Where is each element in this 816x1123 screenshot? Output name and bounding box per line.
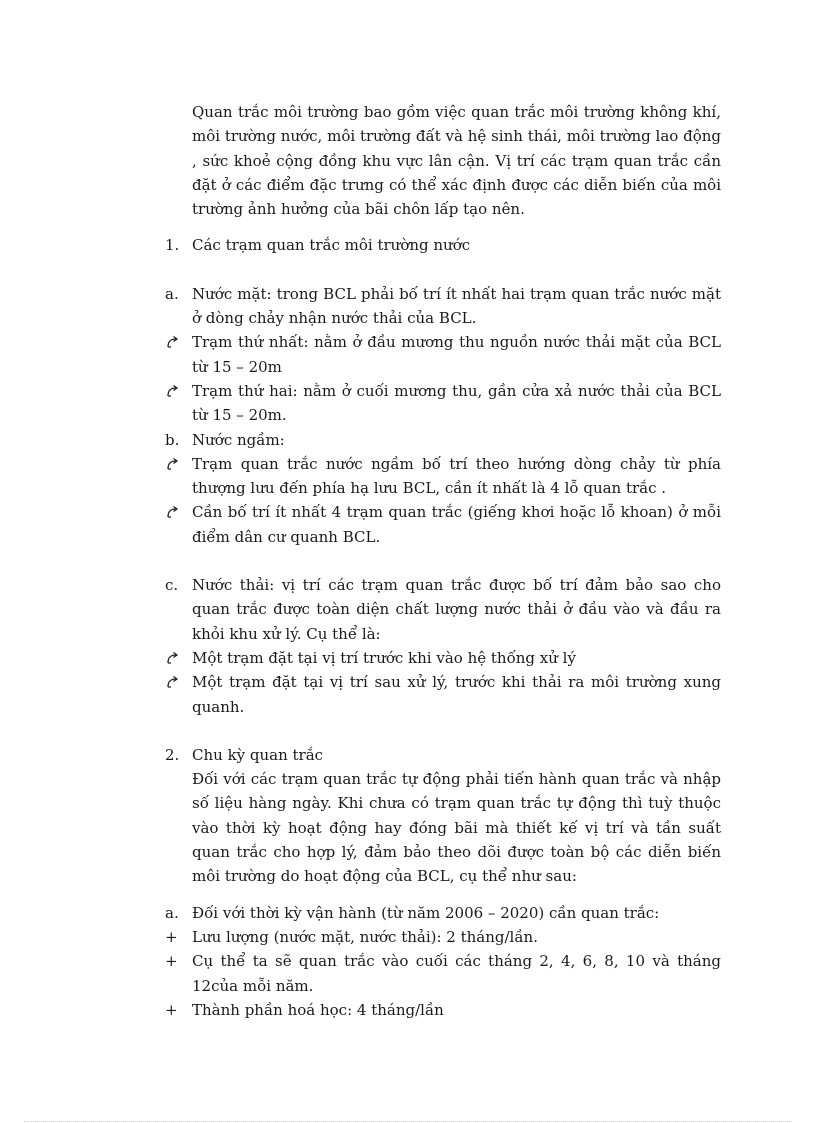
- curved-arrow-icon: [165, 673, 181, 689]
- curved-arrow-icon: [165, 455, 181, 471]
- subsection-a: [165, 282, 721, 331]
- plus-marker: +: [165, 927, 178, 946]
- subsection-marker: a.: [165, 903, 179, 922]
- section-title: Các trạm quan trắc môi trường nước: [192, 236, 471, 255]
- section-2-heading: [165, 743, 721, 767]
- bullet-text: Thành phần hoá học: 4 tháng/lần: [192, 1000, 444, 1019]
- bullet-text: Trạm thứ nhất: nằm ở đầu mương thu nguồn nước thải mặt của BCL từ 15 – 20m: [192, 333, 721, 376]
- bullet-text: Trạm quan trắc nước ngầm bố trí theo hướng dòng chảy từ phía thượng lưu đến phía hạ lưu BCL, cần ít nhất là 4 lỗ quan trắc .: [192, 454, 721, 498]
- subsection-marker: c.: [165, 576, 179, 595]
- subsection-marker: a.: [165, 284, 179, 303]
- section-number: 2.: [165, 745, 180, 764]
- arrow-bullet-item: [165, 379, 721, 428]
- subsection-text: Nước ngầm:: [192, 430, 285, 449]
- curved-arrow-icon: [165, 503, 181, 519]
- subsection-b: [165, 428, 721, 452]
- bullet-text: Một trạm đặt tại vị trí sau xử lý, trước khi thải ra môi trường xung quanh.: [192, 673, 721, 716]
- page-bottom-rule: [24, 1121, 792, 1122]
- intro-paragraph: Quan trắc môi trường bao gồm việc quan trắc môi trường không khí, môi trường nước, môi trường đất và hệ sinh thái, môi trường lao động , sức khoẻ cộng đồng khu vực lân cận. Vị trí các trạm quan trắc cần đặt ở các điểm đặc trưng có thể xác định được các diễn biến của môi trường ảnh hưởng của bãi chôn lấp tạo nên.: [192, 103, 721, 219]
- subsection-text: Nước thải: vị trí các trạm quan trắc được bố trí đảm bảo sao cho quan trắc được toàn diện chất lượng nước thải ở đầu vào và đầu ra khỏi khu xử lý. Cụ thể là:: [192, 576, 721, 643]
- bullet-text: Lưu lượng (nước mặt, nước thải): 2 tháng/lần.: [192, 927, 538, 946]
- bullet-text: Cần bố trí ít nhất 4 trạm quan trắc (giếng khơi hoặc lỗ khoan) ở mỗi điểm dân cư quanh BCL.: [192, 503, 721, 546]
- section-2-body: Đối với các trạm quan trắc tự động phải tiến hành quan trắc và nhập số liệu hàng ngày. Khi chưa có trạm quan trắc tự động thì tuỳ thuộc vào thời kỳ hoạt động hay đóng bãi mà thiết kế vị trí và tần suất quan trắc cho hợp lý, đảm bảo theo dõi được toàn bộ các diễn biến môi trường do hoạt động của BCL, cụ thể như sau:: [192, 770, 721, 886]
- section-title: Chu kỳ quan trắc: [192, 745, 324, 764]
- document-body: [165, 100, 721, 1022]
- plus-bullet-item: [165, 998, 721, 1022]
- arrow-bullet-item: [165, 452, 721, 501]
- plus-marker: +: [165, 952, 178, 971]
- subsection-c: [165, 573, 721, 646]
- bullet-text: Trạm thứ hai: nằm ở cuối mương thu, gần cửa xả nước thải của BCL từ 15 – 20m.: [192, 381, 721, 425]
- curved-arrow-icon: [165, 382, 181, 398]
- arrow-bullet-item: [165, 500, 721, 549]
- plus-bullet-item: [165, 925, 721, 949]
- arrow-bullet-item: [165, 330, 721, 379]
- bullet-text: Cụ thể ta sẽ quan trắc vào cuối các tháng 2, 4, 6, 8, 10 và tháng 12của mỗi năm.: [192, 952, 721, 995]
- subsection-a: [165, 901, 721, 925]
- plus-marker: +: [165, 1000, 178, 1019]
- curved-arrow-icon: [165, 333, 181, 349]
- subsection-text: Nước mặt: trong BCL phải bố trí ít nhất hai trạm quan trắc nước mặt ở dòng chảy nhận nước thải của BCL.: [192, 284, 721, 328]
- curved-arrow-icon: [165, 649, 181, 665]
- arrow-bullet-item: [165, 646, 721, 670]
- section-1-heading: [165, 233, 721, 257]
- section-number: 1.: [165, 236, 180, 255]
- bullet-text: Một trạm đặt tại vị trí trước khi vào hệ thống xử lý: [192, 648, 576, 667]
- arrow-bullet-item: [165, 670, 721, 719]
- subsection-marker: b.: [165, 430, 180, 449]
- subsection-text: Đối với thời kỳ vận hành (từ năm 2006 – 2020) cần quan trắc:: [192, 903, 660, 922]
- plus-bullet-item: [165, 949, 721, 998]
